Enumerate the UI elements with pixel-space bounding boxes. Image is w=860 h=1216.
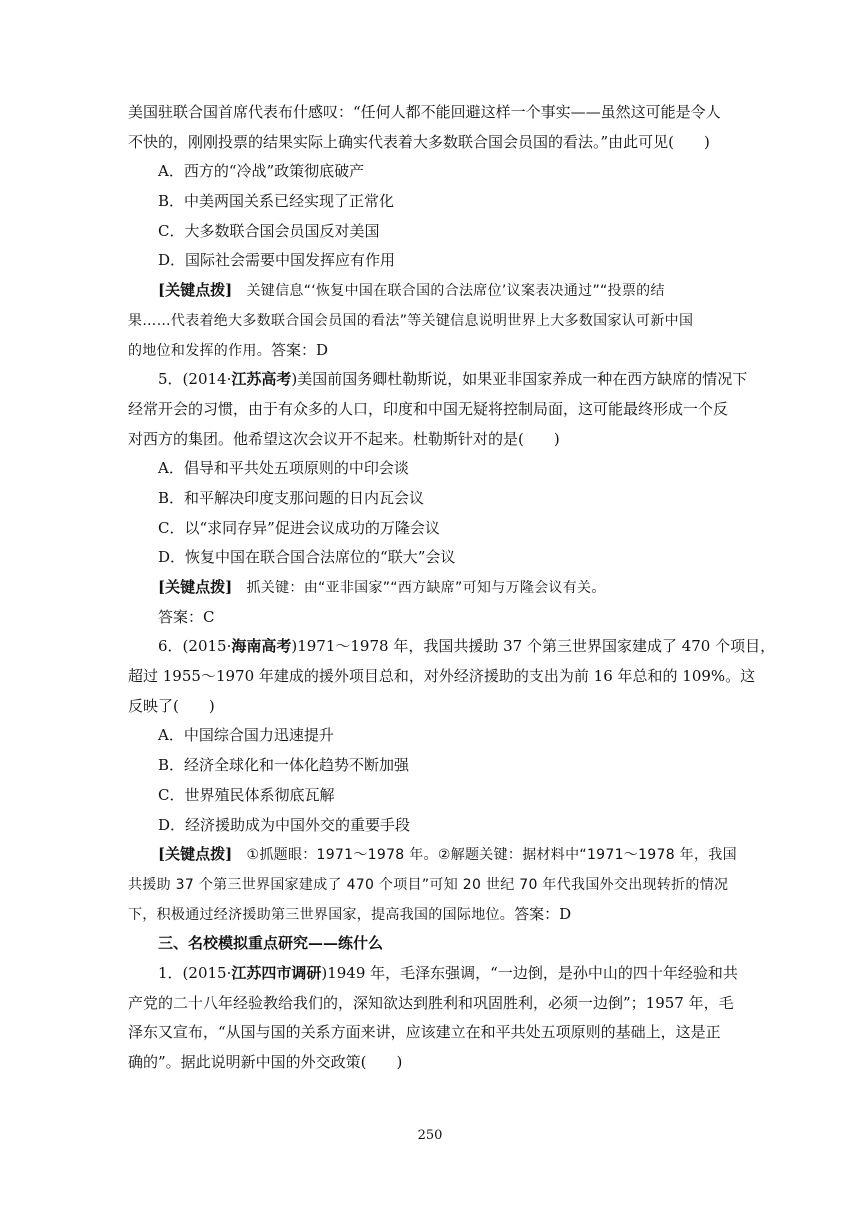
text-span: 对西方的集团。他希望这次会议开不起来。杜勒斯针对的是( ) bbox=[128, 429, 560, 448]
text-line bbox=[128, 425, 734, 455]
text-line bbox=[128, 1018, 734, 1048]
text-span: ①抓题眼：1971～1978 年。②解题关键：据材料中“1971～1978 年，我国 bbox=[232, 847, 737, 864]
text-span: 1．(2015· bbox=[158, 963, 232, 982]
text-line bbox=[128, 811, 734, 841]
text-line bbox=[128, 1048, 734, 1078]
text-span: B．经济全球化和一体化趋势不断加强 bbox=[158, 756, 410, 775]
text-line bbox=[128, 603, 734, 633]
text-line bbox=[128, 128, 734, 158]
text-span: C．世界殖民体系彻底瓦解 bbox=[158, 785, 335, 804]
text-line bbox=[128, 157, 734, 187]
text-line bbox=[128, 900, 734, 930]
text-span: B．和平解决印度支那问题的日内瓦会议 bbox=[158, 488, 425, 507]
text-span: 超过 1955～1970 年建成的援外项目总和，对外经济援助的支出为前 16 年总和的 109%。这 bbox=[128, 667, 756, 686]
source-label: 江苏高考 bbox=[231, 370, 292, 389]
text-span: 关键信息“‘恢复中国在联合国的合法席位’议案表决通过”“投票的结 bbox=[232, 283, 665, 300]
text-line bbox=[128, 306, 734, 336]
text-span: D．恢复中国在联合国合法席位的“联大”会议 bbox=[158, 548, 456, 567]
text-line bbox=[128, 781, 734, 811]
text-span: 答案：D bbox=[514, 904, 572, 923]
text-line bbox=[128, 336, 734, 366]
text-span: )美国前国务卿杜勒斯说，如果亚非国家养成一种在西方缺席的情况下 bbox=[291, 370, 748, 389]
text-span: 不快的，刚刚投票的结果实际上确实代表着大多数联合国会员国的看法。”由此可见( ) bbox=[128, 132, 710, 151]
text-line bbox=[128, 662, 756, 692]
text-line bbox=[128, 543, 734, 573]
text-line bbox=[128, 989, 734, 1019]
text-line bbox=[128, 187, 734, 217]
text-line bbox=[128, 514, 734, 544]
text-span: 5．(2014· bbox=[158, 370, 232, 389]
text-span: 经常开会的习惯，由于有众多的人口，印度和中国无疑将控制局面，这可能最终形成一个反 bbox=[128, 399, 729, 418]
text-span: 答案：C bbox=[158, 607, 215, 626]
text-span: 下，积极通过经济援助第三世界国家，提高我国的国际地位。 bbox=[128, 906, 515, 923]
text-span: A．倡导和平共处五项原则的中印会谈 bbox=[158, 459, 409, 478]
text-line bbox=[128, 870, 734, 900]
key-tip-label: [关键点拨] bbox=[158, 281, 233, 300]
text-line bbox=[128, 840, 737, 870]
text-span: 确的”。据此说明新中国的外交政策( ) bbox=[128, 1053, 403, 1071]
text-line bbox=[128, 721, 734, 751]
text-line bbox=[128, 632, 776, 662]
text-line bbox=[128, 365, 748, 395]
source-label: 海南高考 bbox=[231, 637, 292, 656]
text-span: C．以“求同存异”促进会议成功的万隆会议 bbox=[158, 518, 440, 537]
text-span: A．中国综合国力迅速提升 bbox=[158, 726, 334, 745]
text-span: 产党的二十八年经验教给我们的，深知欲达到胜利和巩固胜利，必须一边倒”；1957 年，毛 bbox=[128, 993, 734, 1012]
text-line bbox=[128, 217, 734, 247]
text-line bbox=[128, 573, 734, 603]
text-span: A．西方的“冷战”政策彻底破产 bbox=[158, 162, 365, 181]
text-span: 答案：D bbox=[271, 340, 329, 359]
key-tip-label: [关键点拨] bbox=[158, 578, 233, 596]
text-span: B．中美两国关系已经实现了正常化 bbox=[158, 192, 395, 211]
text-line bbox=[128, 246, 734, 276]
text-span: 共援助 37 个第三世界国家建成了 470 个项目”可知 20 世纪 70 年代我国外交出现转折的情况 bbox=[128, 876, 729, 893]
text-line bbox=[128, 395, 734, 425]
text-line bbox=[128, 751, 734, 781]
text-span: D．国际社会需要中国发挥应有作用 bbox=[158, 251, 396, 270]
page-number: 250 bbox=[417, 1128, 443, 1143]
text-line bbox=[128, 98, 734, 128]
text-span: 果……代表着绝大多数联合国会员国的看法”等关键信息说明世界上大多数国家认可新中国 bbox=[128, 312, 694, 329]
text-span: 反映了( ) bbox=[128, 696, 215, 715]
text-line bbox=[128, 929, 734, 959]
source-label: 江苏四市调研 bbox=[231, 963, 322, 982]
text-line bbox=[128, 959, 738, 989]
text-span: C．大多数联合国会员国反对美国 bbox=[158, 221, 380, 240]
text-span: 6．(2015· bbox=[158, 637, 232, 656]
text-span: 抓关键：由“亚非国家”“西方缺席”可知与万隆会议有关。 bbox=[232, 580, 606, 596]
text-span: )1949 年，毛泽东强调，“一边倒，是孙中山的四十年经验和共 bbox=[321, 963, 738, 982]
text-span: )1971～1978 年，我国共援助 37 个第三世界国家建成了 470 个项目， bbox=[291, 637, 776, 656]
text-line bbox=[128, 454, 734, 484]
text-line bbox=[128, 484, 734, 514]
text-span: 泽东又宣布，“从国与国的关系方面来讲，应该建立在和平共处五项原则的基础上，这是正 bbox=[128, 1023, 721, 1042]
page-body bbox=[128, 98, 776, 1078]
text-span: 的地位和发挥的作用。 bbox=[128, 342, 271, 359]
text-line bbox=[128, 692, 734, 722]
text-span: D．经济援助成为中国外交的重要手段 bbox=[158, 815, 411, 834]
text-span: 三、名校模拟重点研究——练什么 bbox=[158, 934, 384, 953]
text-line bbox=[128, 276, 734, 306]
key-tip-label: [关键点拨] bbox=[158, 845, 233, 864]
text-span: 美国驻联合国首席代表布什感叹：“任何人都不能回避这样一个事实——虽然这可能是令人 bbox=[128, 103, 721, 121]
